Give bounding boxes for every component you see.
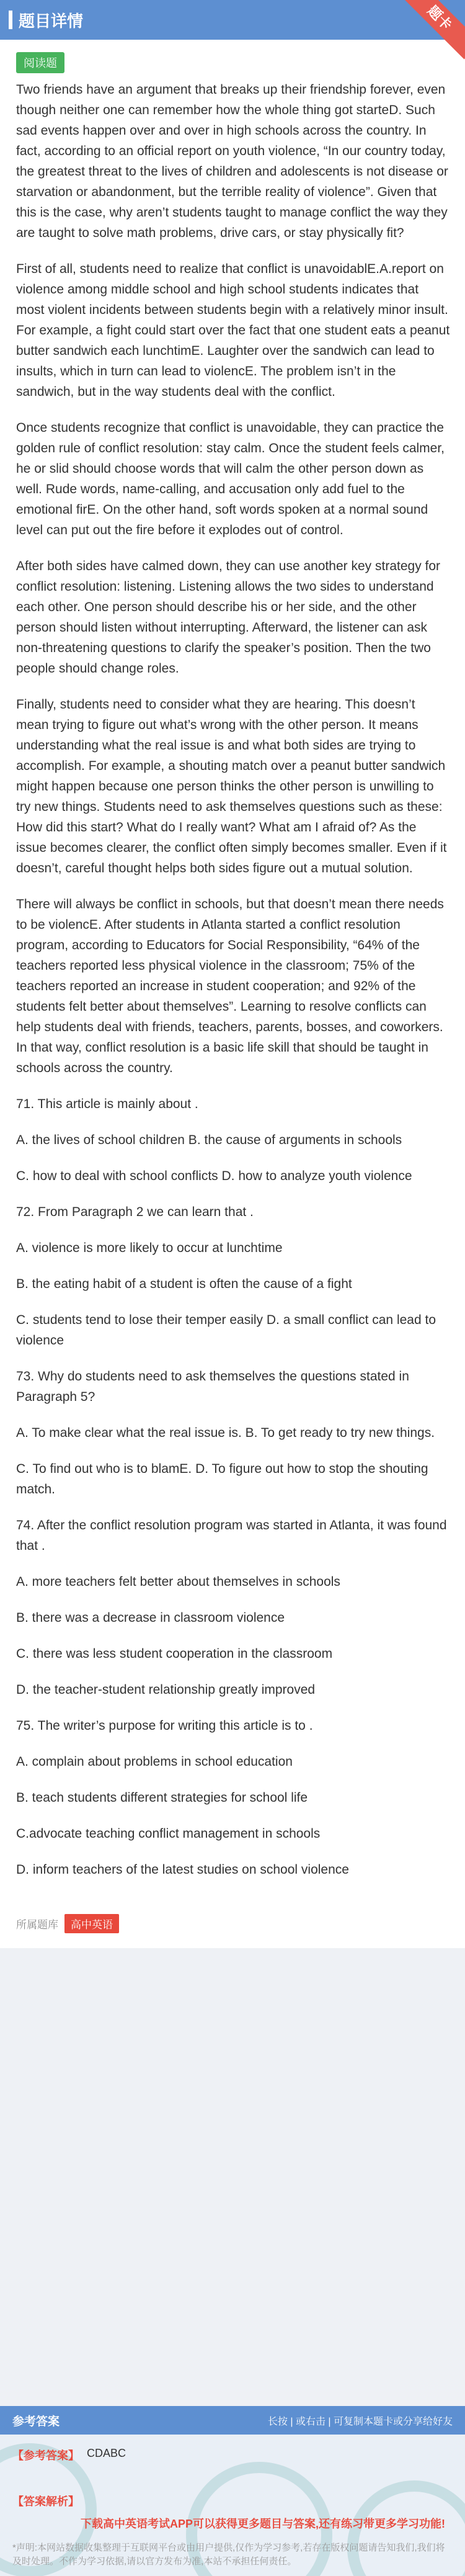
answer-header-label: 参考答案: [12, 2415, 60, 2428]
passage-paragraph: Two friends have an argument that breaks up their friendship forever, even though neither one can remember how the whole thing got startеD. Such sad events happen over and over in high schools across the country. In fact, according to an official report on youth violence, “In our country today, the greatest threat to the lives of children and adolescents is not disease or starvation or abandonment, but the terrible reality of violence”. Given that this is the case, why aren’t students taught to manage conflict the way they are taught to solve math problems, drive cars, or stay physically fit?: [16, 83, 448, 240]
header-title: 题目详情: [19, 11, 84, 30]
disclaimer-text: *声明:本网站数据收集整理于互联网平台或由用户提供,仅作为学习参考,若存在版权问题请告知我们,我们将及时处理。不作为学习依据,请以官方发布为准,本站不承担任何责任。: [12, 2542, 445, 2567]
question-option: A. violence is more likely to occur at lunchtime: [16, 1241, 283, 1255]
question-type-tag: 阅读题: [16, 52, 64, 73]
card-header: [0, 0, 465, 40]
question-option: C. there was less student cooperation in the classroom: [16, 1647, 333, 1661]
question-option: B. the eating habit of a student is often the cause of a fight: [16, 1277, 352, 1291]
source-row: [0, 1914, 465, 1948]
answer-header-links[interactable]: 长按 | 或右击 | 可复制本题卡或分享给好友: [267, 2416, 453, 2427]
question-option: A. complain about problems in school education: [16, 1755, 293, 1769]
question-option: A. To make clear what the real issue is. B. To get ready to try new things.: [16, 1426, 435, 1440]
question-option: C. students tend to lose their temper easily D. a small conflict can lead to violence: [16, 1313, 436, 1348]
header-accent-bar: [9, 11, 12, 29]
question-content: [0, 73, 465, 1914]
source-tag[interactable]: 高中英语: [64, 1914, 119, 1933]
question-option: B. there was a decrease in classroom violence: [16, 1611, 285, 1625]
question-option: A. more teachers felt better about themselves in schools: [16, 1575, 340, 1589]
card-ribbon: 题卡: [399, 0, 465, 59]
answer-panel: [0, 2406, 465, 2576]
question-option: A. the lives of school children B. the cause of arguments in schools: [16, 1133, 402, 1147]
passage-paragraph: After both sides have calmed down, they can use another key strategy for conflict resolution: listening. Listening allows the two sides to understand each other. One person should describe his or her side, and the other person should listen without interrupting. Afterward, the listener can ask non-threatening questions to clarify the speaker’s position. Then the two people should change roles.: [16, 559, 441, 676]
analysis-label: 【答案解析】: [12, 2495, 79, 2508]
question-option: D. inform teachers of the latest studies on school violence: [16, 1863, 349, 1877]
question-stem: 71. This article is mainly about .: [16, 1097, 198, 1111]
question-option: C. To find out who is to blamE. D. To figure out how to stop the shouting match.: [16, 1462, 428, 1496]
reference-answer-label: 【参考答案】: [12, 2449, 79, 2462]
question-option: B. teach students different strategies for school life: [16, 1791, 308, 1805]
reference-answer-value: CDABC: [87, 2447, 126, 2459]
passage-paragraph: First of all, students need to realize that conflict is unavoidablE.A.report on violence among middle school and high school students indicates that most violent incidents between students begin with a relatively minor insult. For example, a fight could start over the fact that one student eats a peanut butter sandwich each lunchtimE. Laughter over the sandwich can lead to insults, which in turn can lead to violencE. The problem isn’t in the sandwich, but in the way students deal with the conflict.: [16, 262, 450, 399]
question-stem: 74. After the conflict resolution program was started in Atlanta, it was found that .: [16, 1518, 447, 1553]
question-option: C. how to deal with school conflicts D. how to analyze youth violence: [16, 1169, 412, 1183]
download-app-promo[interactable]: 下载高中英语考试APP可以获得更多题目与答案,还有练习带更多学习功能!: [81, 2518, 446, 2530]
passage-paragraph: Once students recognize that conflict is unavoidable, they can practice the golden rule of conflict resolution: stay calm. Once the student feels calmer, he or slid should choose words that will calm the other person down as well. Rude words, name-calling, and accusation only add fuel to the emotional firE. On the other hand, soft words spoken at a normal sound level can put out the fire before it explodes out of control.: [16, 421, 445, 537]
question-option: D. the teacher-student relationship greatly improved: [16, 1683, 316, 1697]
answer-header: [0, 2406, 465, 2435]
source-label: 所属题库: [16, 1919, 58, 1931]
question-stem: 73. Why do students need to ask themselves the questions stated in Paragraph 5?: [16, 1369, 409, 1404]
passage-paragraph: Finally, students need to consider what they are hearing. This doesn’t mean trying to figure out what’s wrong with the other person. It means understanding what the real issue is and what both sides are trying to accomplish. For example, a shouting match over a peanut butter sandwich might happen because one person thinks the other person is unwilling to try new things. Students need to ask themselves questions such as these: How did this start? What do I really want? What am I afraid of? As the issue becomes clearer, the conflict often simply becomes smaller. Even if it doesn’t, careful thought helps both sides figure out a mutual solution.: [16, 697, 447, 875]
passage-paragraph: There will always be conflict in schools, but that doesn’t mean there needs to be violencE. After students in Atlanta started a conflict resolution program, according to Educators for Social Responsibility, “64% of the teachers reported less physical violence in the classroom; 75% of the teachers reported an increase in student cooperation; and 92% of the students felt better about themselves”. Learning to resolve conflicts can help students deal with friends, teachers, parents, bosses, and coworkers. In that way, conflict resolution is a basic life skill that should be taught in schools across the country.: [16, 897, 444, 1075]
question-stem: 75. The writer’s purpose for writing this article is to .: [16, 1719, 313, 1733]
question-stem: 72. From Paragraph 2 we can learn that .: [16, 1205, 254, 1219]
question-option: C.advocate teaching conflict management in schools: [16, 1827, 321, 1841]
